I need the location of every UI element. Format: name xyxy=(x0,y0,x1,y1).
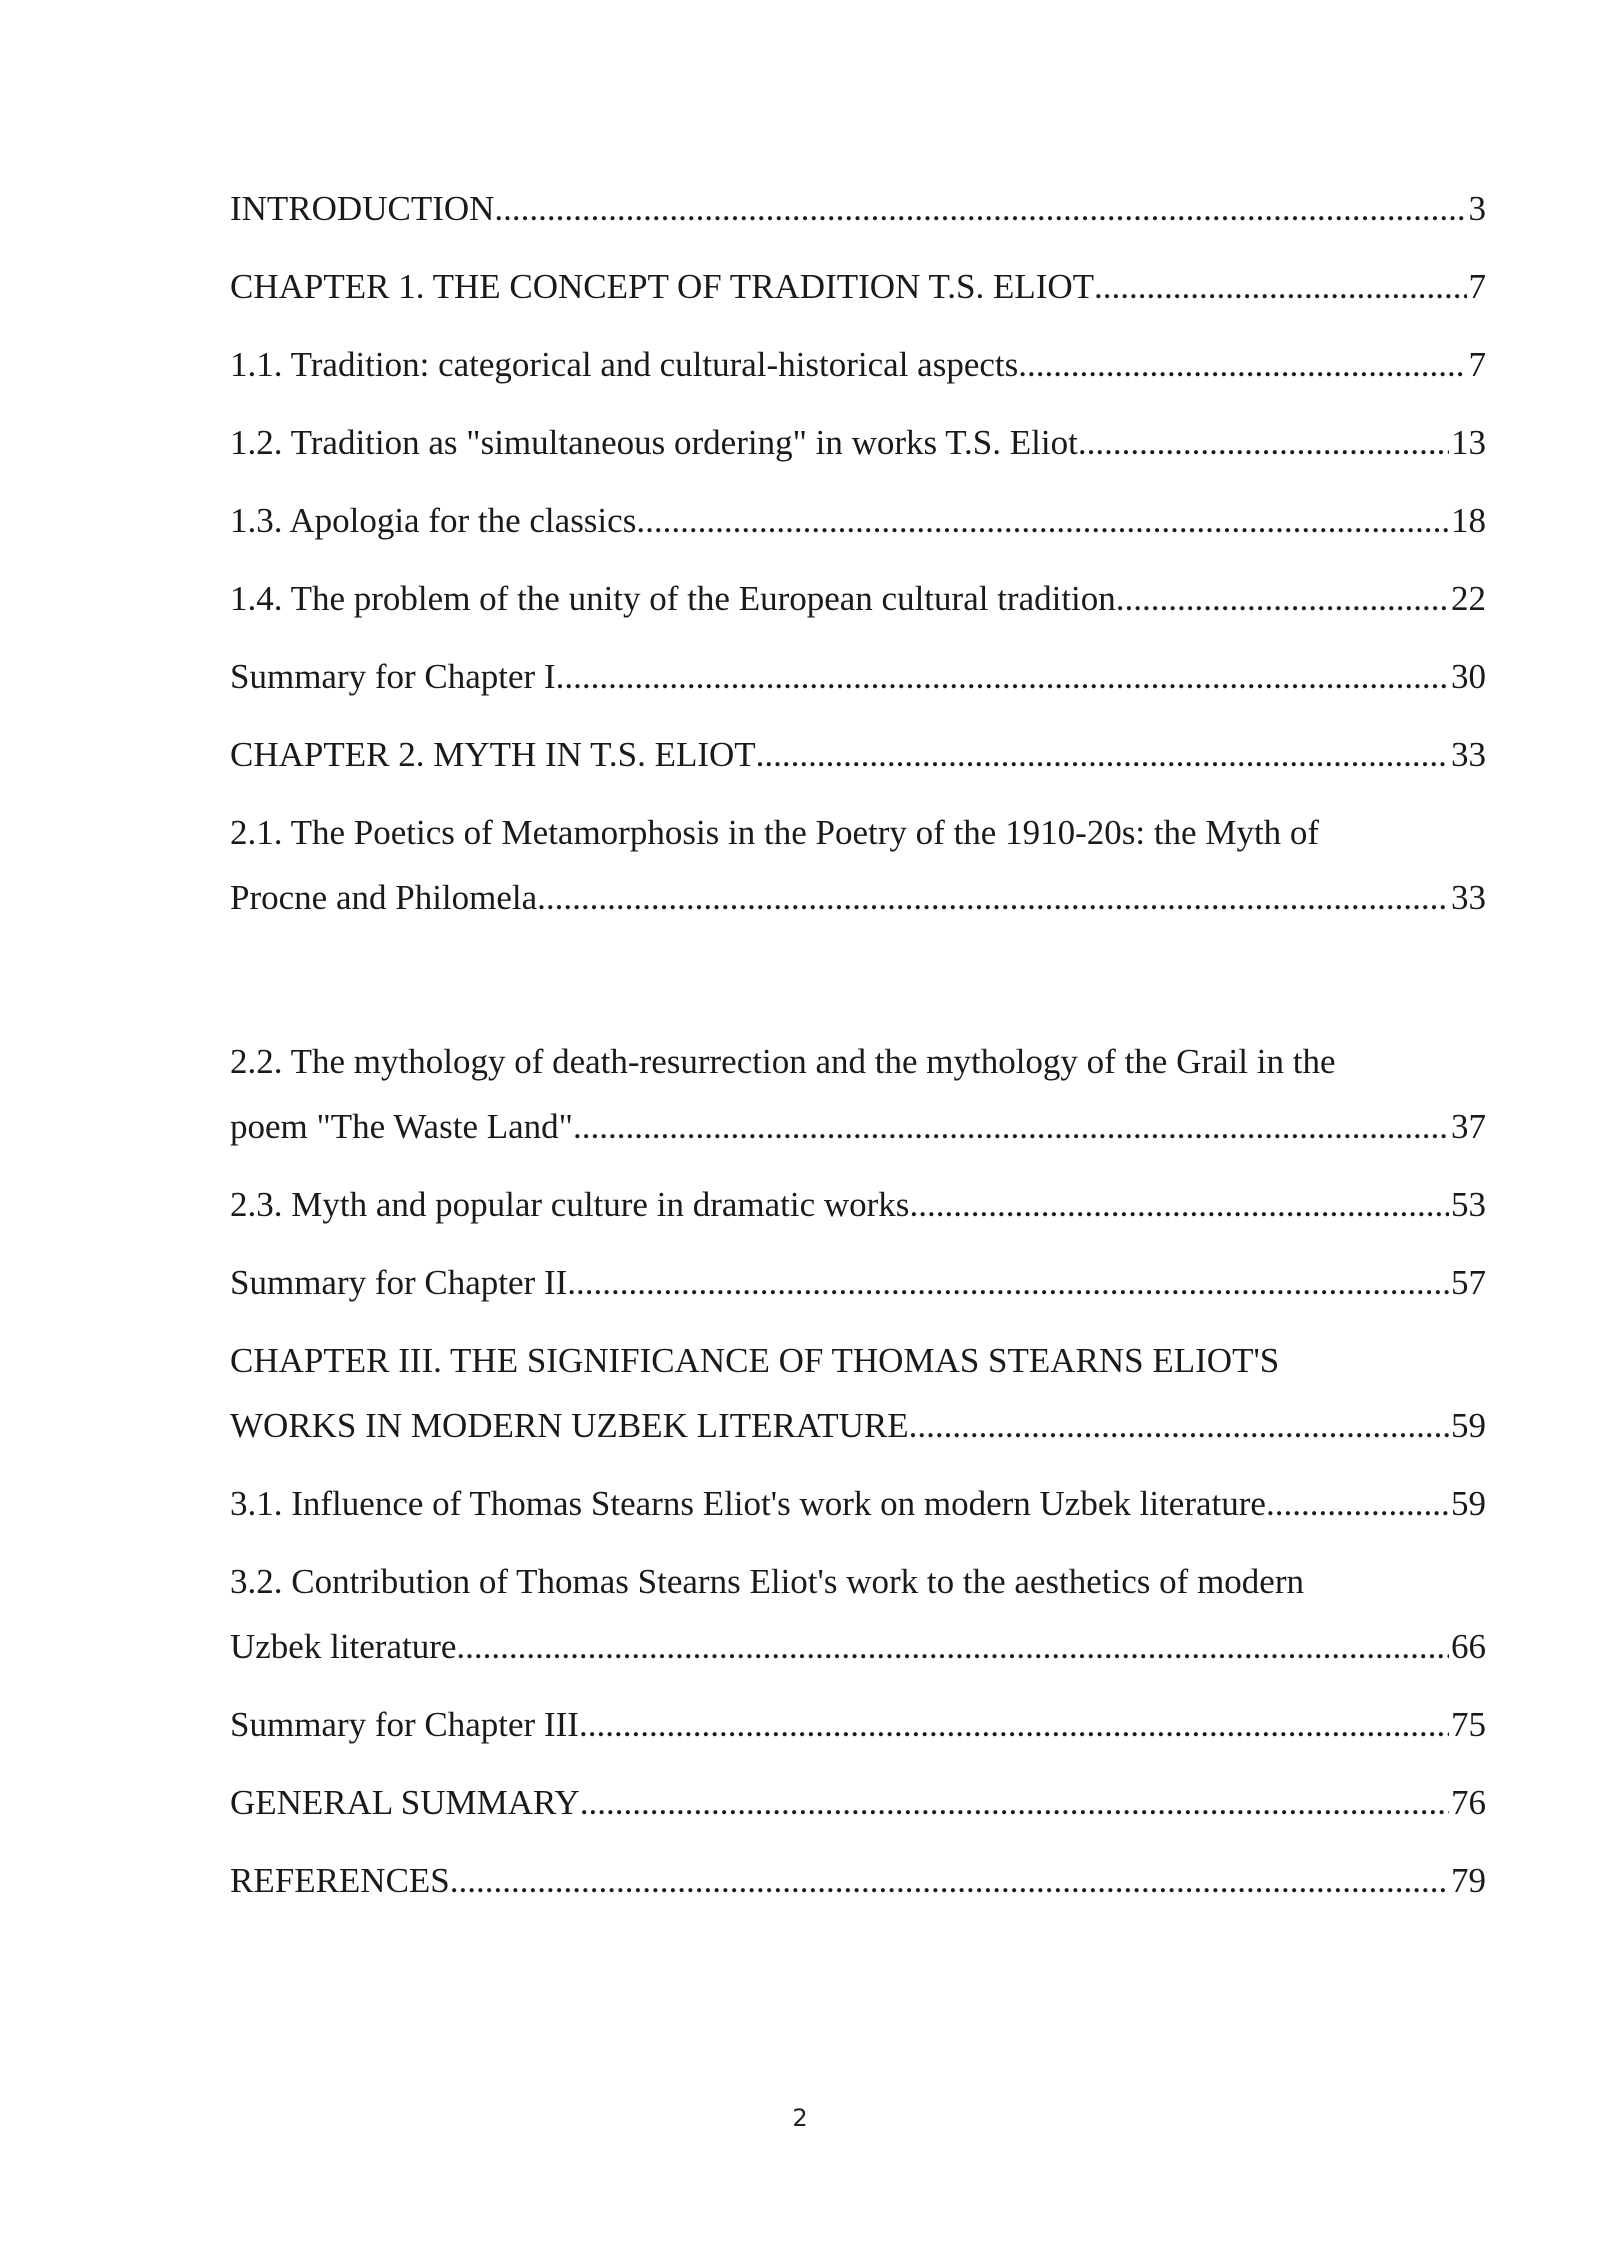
toc-entry-title: INTRODUCTION xyxy=(230,189,495,228)
toc-entry-summary-chapter-3 xyxy=(230,1692,1486,1757)
table-of-contents xyxy=(230,176,1486,1926)
toc-entry-chapter-2 xyxy=(230,722,1486,787)
dot-leader xyxy=(909,1172,1449,1237)
toc-entry-title: Summary for Chapter I xyxy=(230,657,556,696)
toc-entry-page: 76 xyxy=(1451,1783,1486,1822)
toc-entry-title: Summary for Chapter II xyxy=(230,1263,568,1302)
toc-entry-title: CHAPTER 2. MYTH IN T.S. ELIOT xyxy=(230,735,756,774)
dot-leader xyxy=(567,1250,1449,1315)
dot-leader xyxy=(579,1692,1449,1757)
toc-entry-page: 18 xyxy=(1451,501,1486,540)
dot-leader xyxy=(456,1614,1449,1679)
toc-entry-references xyxy=(230,1848,1486,1913)
toc-entry-page: 79 xyxy=(1451,1861,1486,1900)
toc-entry-title: 2.3. Myth and popular culture in dramatic works xyxy=(230,1185,910,1224)
toc-entry-title: 3.1. Influence of Thomas Stearns Eliot's work on modern Uzbek literature xyxy=(230,1484,1266,1523)
toc-entry-page: 66 xyxy=(1451,1627,1486,1666)
toc-entry-chapter-1 xyxy=(230,254,1486,319)
toc-entry-page: 59 xyxy=(1451,1406,1486,1445)
toc-entry-title: 1.2. Tradition as "simultaneous ordering" in works T.S. Eliot xyxy=(230,423,1078,462)
toc-entry-page: 33 xyxy=(1451,735,1486,774)
dot-leader xyxy=(1018,332,1466,397)
toc-entry-summary-chapter-1 xyxy=(230,644,1486,709)
toc-entry-title: 1.4. The problem of the unity of the European cultural tradition xyxy=(230,579,1116,618)
toc-entry-page: 75 xyxy=(1451,1705,1486,1744)
toc-entry-page: 13 xyxy=(1451,423,1486,462)
toc-entry-title: Summary for Chapter III xyxy=(230,1705,579,1744)
dot-leader xyxy=(756,722,1449,787)
toc-entry-title: GENERAL SUMMARY xyxy=(230,1783,580,1822)
dot-leader xyxy=(1094,254,1466,319)
toc-entry-introduction xyxy=(230,176,1486,241)
page-number: 2 xyxy=(792,2104,808,2132)
toc-entry-title: Uzbek literature xyxy=(230,1627,457,1666)
toc-entry-title-line-1: 2.1. The Poetics of Metamorphosis in the Poetry of the 1910-20s: the Myth of xyxy=(230,813,1320,852)
dot-leader xyxy=(556,644,1449,709)
toc-entry-general-summary xyxy=(230,1770,1486,1835)
toc-entry-page: 3 xyxy=(1468,189,1486,228)
dot-leader xyxy=(1078,410,1449,475)
toc-entry-title-line-1: 2.2. The mythology of death-resurrection and the mythology of the Grail in the xyxy=(230,1042,1336,1081)
toc-entry-1-4 xyxy=(230,566,1486,631)
toc-entry-title: 1.1. Tradition: categorical and cultural-historical aspects xyxy=(230,345,1019,384)
toc-entry-title: WORKS IN MODERN UZBEK LITERATURE xyxy=(230,1406,909,1445)
toc-entry-2-2 xyxy=(230,1029,1486,1159)
toc-entry-page: 57 xyxy=(1451,1263,1486,1302)
toc-entry-summary-chapter-2 xyxy=(230,1250,1486,1315)
toc-entry-title: poem "The Waste Land" xyxy=(230,1107,573,1146)
toc-entry-title: Procne and Philomela xyxy=(230,878,538,917)
toc-entry-title: REFERENCES xyxy=(230,1861,450,1900)
dot-leader xyxy=(636,488,1449,553)
toc-entry-2-1 xyxy=(230,800,1486,930)
toc-entry-3-2 xyxy=(230,1549,1486,1679)
toc-entry-page: 22 xyxy=(1451,579,1486,618)
dot-leader xyxy=(1266,1471,1449,1536)
toc-entry-title: CHAPTER 1. THE CONCEPT OF TRADITION T.S. ELIOT xyxy=(230,267,1095,306)
dot-leader xyxy=(573,1094,1449,1159)
toc-entry-chapter-3 xyxy=(230,1328,1486,1458)
dot-leader xyxy=(909,1393,1449,1458)
dot-leader xyxy=(1116,566,1449,631)
toc-entry-title: 1.3. Apologia for the classics xyxy=(230,501,637,540)
toc-entry-1-2 xyxy=(230,410,1486,475)
toc-entry-title-line-1: 3.2. Contribution of Thomas Stearns Eliot's work to the aesthetics of modern xyxy=(230,1562,1304,1601)
dot-leader xyxy=(450,1848,1449,1913)
toc-entry-page: 7 xyxy=(1468,345,1486,384)
toc-entry-page: 7 xyxy=(1468,267,1486,306)
toc-entry-1-1 xyxy=(230,332,1486,397)
toc-entry-title-line-1: CHAPTER III. THE SIGNIFICANCE OF THOMAS STEARNS ELIOT'S xyxy=(230,1341,1280,1380)
toc-entry-page: 33 xyxy=(1451,878,1486,917)
toc-entry-2-3 xyxy=(230,1172,1486,1237)
toc-entry-page: 30 xyxy=(1451,657,1486,696)
dot-leader xyxy=(494,176,1466,241)
toc-entry-page: 59 xyxy=(1451,1484,1486,1523)
toc-entry-page: 53 xyxy=(1451,1185,1486,1224)
toc-entry-3-1 xyxy=(230,1471,1486,1536)
dot-leader xyxy=(537,865,1449,930)
toc-entry-1-3 xyxy=(230,488,1486,553)
dot-leader xyxy=(580,1770,1449,1835)
toc-entry-page: 37 xyxy=(1451,1107,1486,1146)
